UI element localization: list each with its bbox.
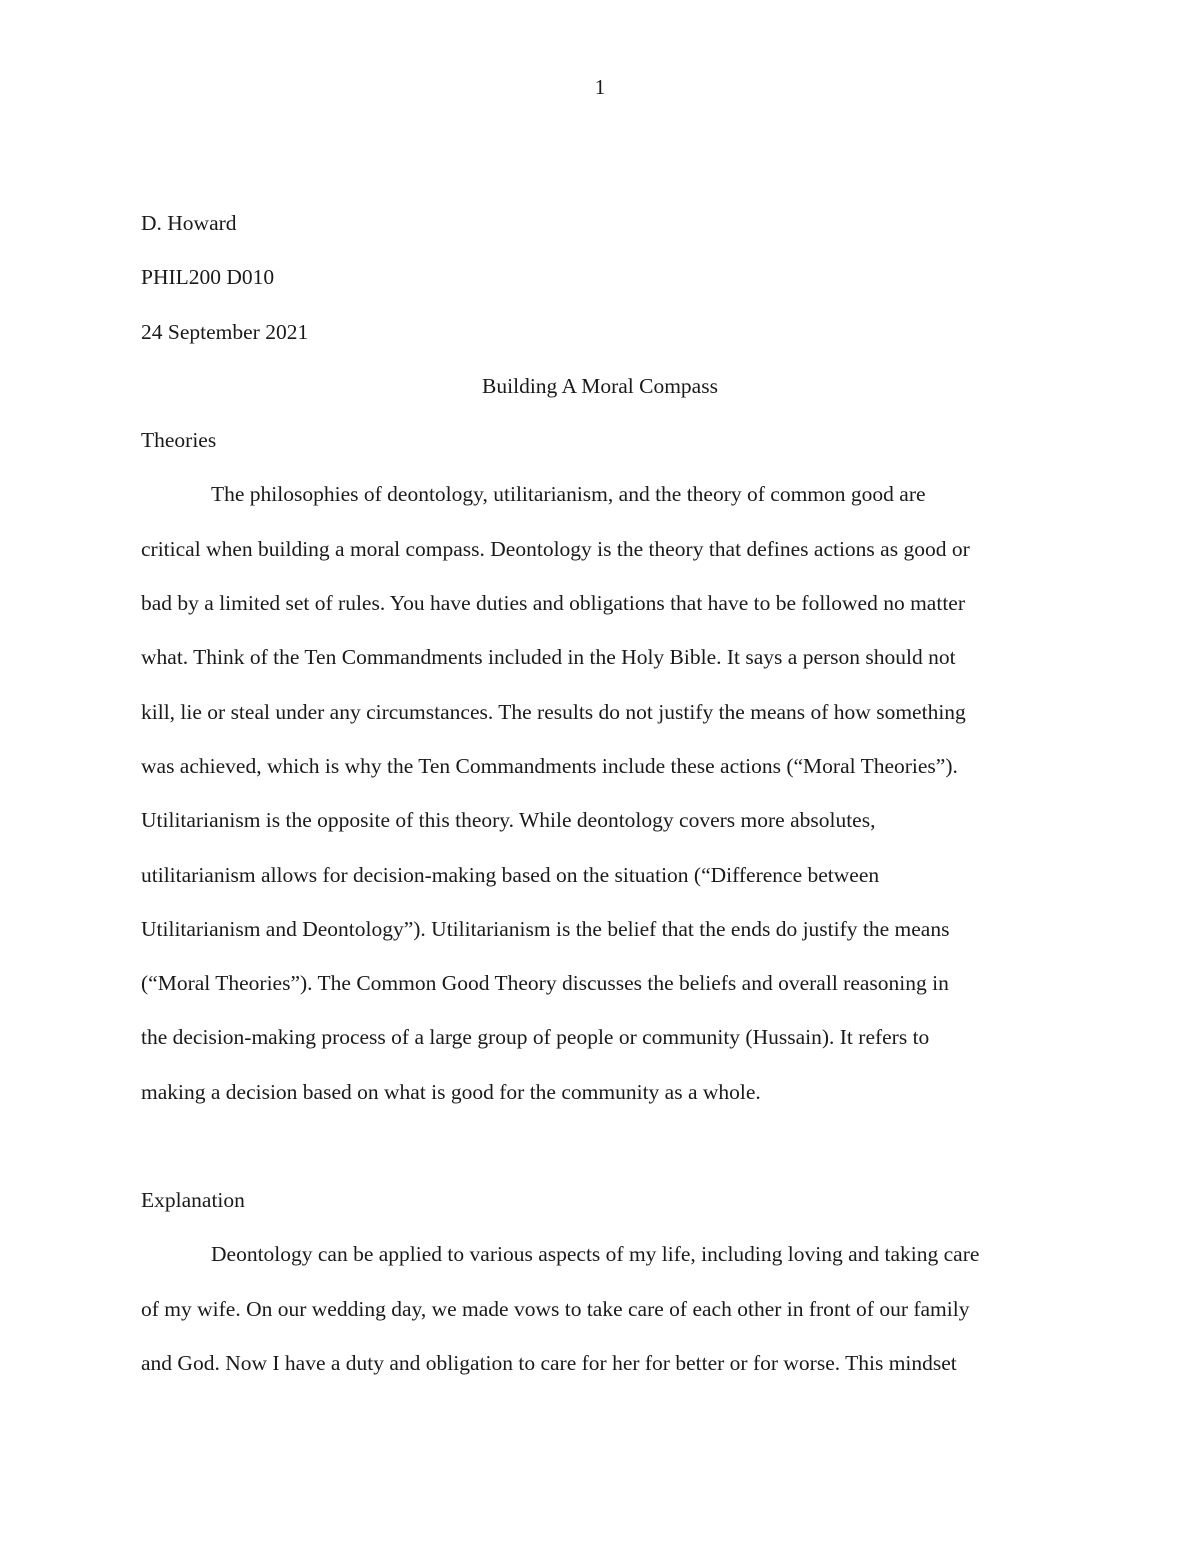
document-title: Building A Moral Compass [482,373,718,398]
paragraph [141,467,1056,1119]
paragraph [141,1227,1056,1390]
author-name: D. Howard [141,211,237,235]
paragraph-line: Deontology can be applied to various aspects of my life, including loving and taking care [211,1242,980,1267]
paragraph-line: and God. Now I have a duty and obligation to care for her for better or for worse. This mindset [141,1350,957,1375]
paragraph-line: kill, lie or steal under any circumstances. The results do not justify the means of how something [141,699,966,724]
paragraph-line: Utilitarianism is the opposite of this theory. While deontology covers more absolutes, [141,808,876,833]
section-explanation [141,1173,1056,1390]
section-heading: Explanation [141,1188,245,1213]
course-code: PHIL200 D010 [141,265,275,290]
paragraph-line: Utilitarianism and Deontology”). Utilitarianism is the belief that the ends do justify the means [141,916,950,941]
paragraph-line: the decision-making process of a large group of people or community (Hussain). It refers to [141,1025,930,1050]
section-heading: Theories [141,428,217,453]
section-spacer [141,1119,1056,1173]
paragraph-line: what. Think of the Ten Commandments included in the Holy Bible. It says a person should not [141,645,956,670]
paragraph-line: of my wife. On our wedding day, we made vows to take care of each other in front of our family [141,1296,970,1321]
document-date: 24 September 2021 [141,319,309,344]
document-body [141,196,1056,1390]
paragraph-line: critical when building a moral compass. Deontology is the theory that defines actions as good or [141,536,970,561]
paragraph-line: making a decision based on what is good for the community as a whole. [141,1079,761,1104]
section-theories [141,413,1056,1119]
paragraph-line: was achieved, which is why the Ten Commandments include these actions (“Moral Theories”). [141,753,958,778]
paragraph-line: bad by a limited set of rules. You have duties and obligations that have to be followed no matter [141,591,966,616]
paragraph-line: The philosophies of deontology, utilitarianism, and the theory of common good are [211,482,926,507]
paragraph-line: (“Moral Theories”). The Common Good Theory discusses the beliefs and overall reasoning in [141,971,949,996]
page-number: 1 [594,75,606,99]
paragraph-line: utilitarianism allows for decision-making based on the situation (“Difference between [141,862,880,887]
